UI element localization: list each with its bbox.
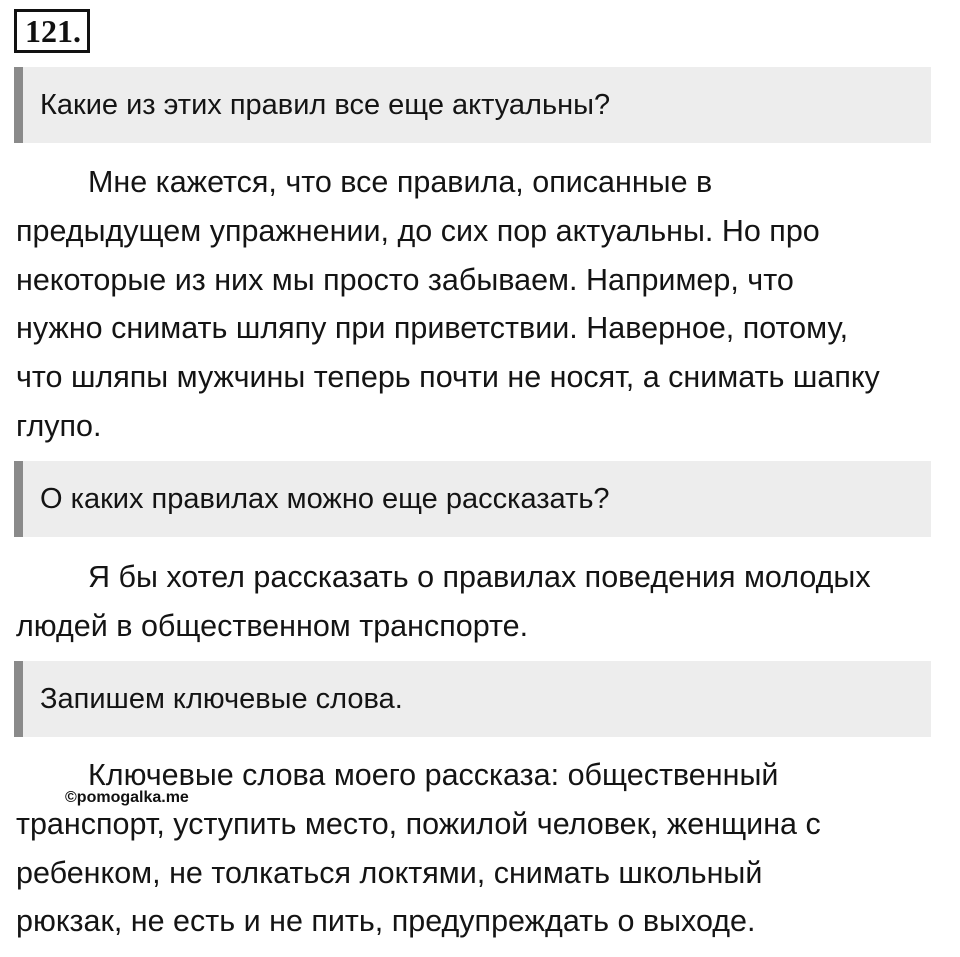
answer-line: нужно снимать шляпу при приветствии. Наверное, потому,: [16, 311, 849, 346]
answer-line: Я бы хотел рассказать о правилах поведения молодых: [88, 560, 871, 594]
answer-line: предыдущем упражнении, до сих пор актуальны. Но про: [16, 213, 820, 248]
answer-line: людей в общественном транспорте.: [16, 608, 529, 643]
question-text-3: Запишем ключевые слова.: [40, 683, 403, 715]
question-box-2: [14, 461, 931, 537]
answer-line: Мне кажется, что все правила, описанные в: [88, 165, 713, 199]
question-box-3: [14, 661, 931, 737]
answer-line: ребенком, не толкаться локтями, снимать школьный: [16, 855, 763, 890]
answer-line: глупо.: [16, 408, 102, 443]
answer-line: Ключевые слова моего рассказа: общественный: [88, 758, 779, 792]
answer-paragraph-3: [16, 751, 946, 946]
answer-line: рюкзак, не есть и не пить, предупреждать о выходе.: [16, 904, 756, 939]
task-number: 121.: [14, 9, 90, 53]
watermark: ©pomogalka.me: [65, 789, 189, 806]
question-text-2: О каких правилах можно еще рассказать?: [40, 483, 610, 515]
answer-line: что шляпы мужчины теперь почти не носят, а снимать шапку: [16, 360, 880, 395]
question-box-1: [14, 67, 931, 143]
answer-line: некоторые из них мы просто забываем. Например, что: [16, 262, 794, 297]
answer-paragraph-2: [16, 553, 946, 651]
question-text-1: Какие из этих правил все еще актуальны?: [40, 89, 611, 121]
answer-paragraph-1: [16, 158, 946, 451]
answer-line: транспорт, уступить место, пожилой человек, женщина с: [16, 806, 821, 841]
